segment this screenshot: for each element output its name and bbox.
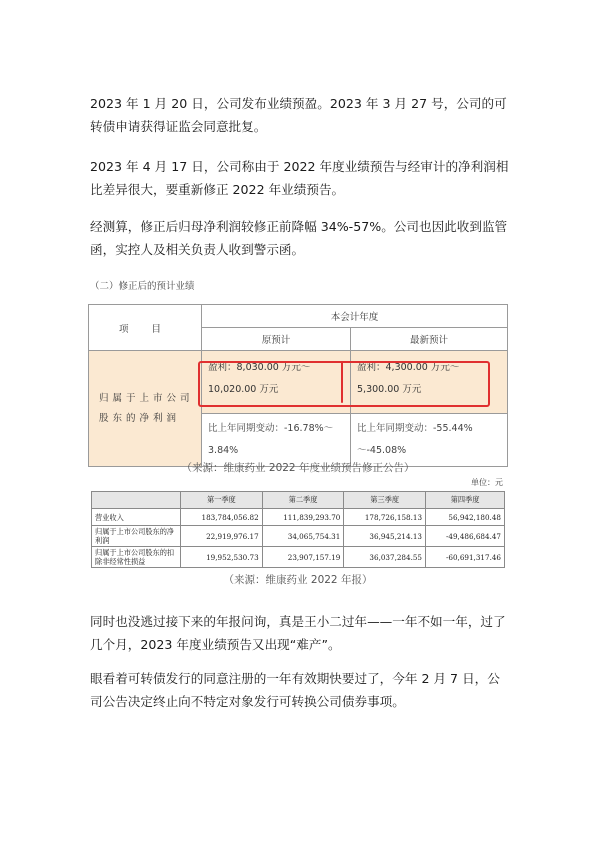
latest-change-cell: 比上年同期变动：-55.44%～-45.08%: [351, 414, 508, 467]
header-cell: 第一季度: [181, 492, 263, 509]
value-cell: 36,945,214.13: [344, 526, 426, 547]
value-cell: 19,952,530.73: [181, 547, 263, 568]
figure2-caption: （来源：维康药业 2022 年报）: [223, 574, 373, 586]
paragraph-3: 经测算，修正后归母净利润较修正前降幅 34%-57%。公司也因此收到监管函，实控人及相关负责人收到警示函。: [90, 219, 508, 257]
value-cell: 22,919,976.17: [181, 526, 263, 547]
header-cell: 第四季度: [426, 492, 505, 509]
original-forecast-header: 原预计: [202, 328, 351, 351]
value-cell: 56,942,180.48: [426, 509, 505, 526]
unit-label: 单位：元: [471, 478, 503, 487]
figure-subtitle: （二）修正后的预计业绩: [90, 281, 195, 292]
table-row: [92, 526, 505, 547]
value-cell: 34,065,754.31: [262, 526, 344, 547]
value-cell: 178,726,158.13: [344, 509, 426, 526]
original-change-cell: 比上年同期变动：-16.78%～3.84%: [202, 414, 351, 467]
header-cell: [92, 492, 181, 509]
value-cell: -60,691,317.46: [426, 547, 505, 568]
value-cell: 111,839,293.70: [262, 509, 344, 526]
original-profit-cell: 盈利：8,030.00 万元～10,020.00 万元: [202, 351, 351, 414]
paragraph-4: 同时也没逃过接下来的年报问询，真是王小二过年——一年不如一年，过了几个月，2023 年度业绩预告又出现“难产”。: [90, 614, 506, 652]
table-row: [92, 547, 505, 568]
latest-profit-cell: 盈利：4,300.00 万元～5,300.00 万元: [351, 351, 508, 414]
highlight-divider: [341, 361, 343, 403]
value-cell: -49,486,684.47: [426, 526, 505, 547]
latest-forecast-header: 最新预计: [351, 328, 508, 351]
highlight-box: [198, 361, 490, 407]
header-cell: 第二季度: [262, 492, 344, 509]
forecast-revision-table-figure: [88, 278, 508, 456]
paragraph-2: 2023 年 4 月 17 日，公司称由于 2022 年度业绩预告与经审计的净利润相比差异很大，要重新修正 2022 年业绩预告。: [90, 159, 509, 197]
table-row: [92, 509, 505, 526]
quarterly-table: [91, 491, 505, 568]
row-label: 归属于上市公司股东的净利润: [89, 351, 202, 467]
paragraph-5: 眼看着可转债发行的同意注册的一年有效期快要过了，今年 2 月 7 日，公司公告决定终止向不特定对象发行可转换公司债券事项。: [90, 671, 500, 709]
value-cell: 36,037,284.55: [344, 547, 426, 568]
value-cell: 23,907,157.19: [262, 547, 344, 568]
row-label: 归属于上市公司股东的扣除非经常性损益: [92, 547, 181, 568]
item-header: 项 目: [89, 305, 202, 351]
header-cell: 第三季度: [344, 492, 426, 509]
paragraph-1: 2023 年 1 月 20 日，公司发布业绩预盈。2023 年 3 月 27 号，公司的可转债申请获得证监会同意批复。: [90, 96, 507, 134]
row-label: 归属于上市公司股东的净利润: [92, 526, 181, 547]
figure1-caption: （来源：维康药业 2022 年度业绩预告修正公告）: [181, 462, 415, 474]
value-cell: 183,784,056.82: [181, 509, 263, 526]
period-header: 本会计年度: [202, 305, 508, 328]
row-label: 营业收入: [92, 509, 181, 526]
